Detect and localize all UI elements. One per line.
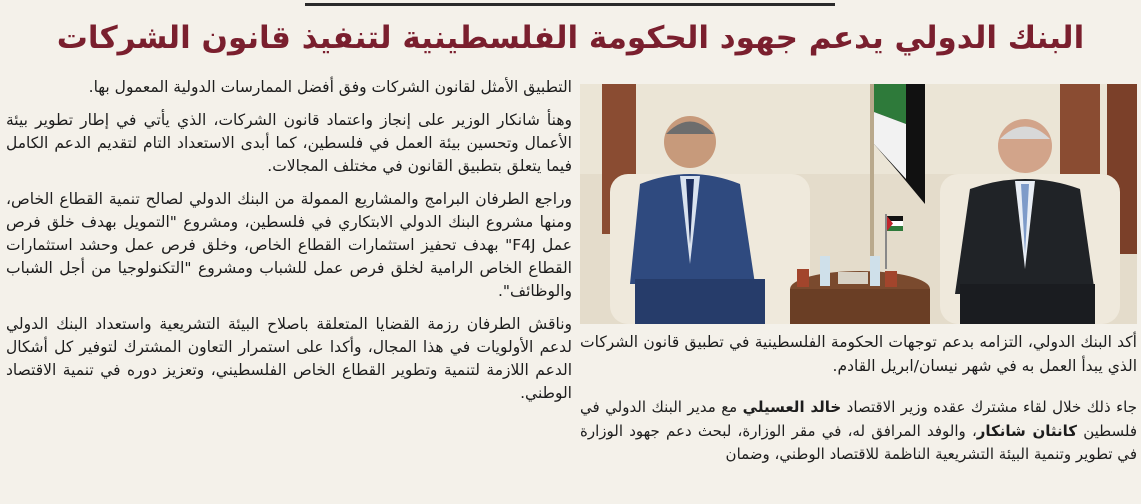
right-body-text-2: مع مدير البنك الدولي في فلسطين: [580, 398, 1137, 440]
meeting-photo: [580, 84, 1137, 324]
right-body-text-1: جاء ذلك خلال لقاء مشترك عقده وزير الاقتصاد: [841, 398, 1137, 416]
left-paragraph-3: وراجع الطرفان البرامج والمشاريع الممولة من البنك الدولي لصالح تنمية القطاع الخاص، ومنها مشروع البنك الدولي الابتكاري في فلسطين، ومشروع "التمويل بهدف خلق فرص عمل F4J" بهدف تحفيز استثمارات القطاع الخاص، وخلق فرص عمل وحشد استثمارات القطاع الخاص الرامية لخلق فرص عمل للشباب ومشروع "التكنولوجيا من أجل الشباب والوظائف".: [6, 190, 572, 300]
right-body-text-3: ، والوفد المرافق له، في مقر الوزارة، لبحث دعم جهود الوزارة في تطوير وتنمية البيئة التشريعية الناظمة للاقتصاد الوطني، وضمان: [580, 421, 1137, 463]
left-paragraph-2: وهنأ شانكار الوزير على إنجاز واعتماد قانون الشركات، الذي يأتي في إطار تطوير بيئة الأعمال وتحسين بيئة العمل في فلسطين، كما أبدى الاستعداد التام لتقديم الدعم الكامل فيما يتعلق بتطبيق القانون في مختلف المجالات.: [6, 111, 572, 175]
meeting-photo-illustration: [580, 84, 1137, 324]
minister-name: خالد العسيلي: [742, 398, 842, 416]
headline: البنك الدولي يدعم جهود الحكومة الفلسطينية لتنفيذ قانون الشركات: [56, 20, 1085, 56]
top-rule: [305, 3, 835, 6]
right-column-body: [580, 396, 1137, 500]
left-column: [6, 76, 572, 496]
left-paragraph-1: التطبيق الأمثل لقانون الشركات وفق أفضل الممارسات الدولية المعمول بها.: [88, 78, 572, 96]
director-name: كانثان شانكار: [976, 421, 1078, 440]
left-paragraph-4: وناقش الطرفان رزمة القضايا المتعلقة باصلاح البيئة التشريعية واستعداد البنك الدولي لدعم الأولويات في هذا المجال، وأكدا على استمرار التعاون المشترك لتوفير كل أشكال الدعم اللازمة لتنمية وتطوير القطاع الخاص الفلسطيني، وتعزيز دوره في تنمية الاقتصاد الوطني.: [6, 315, 572, 402]
photo-caption: أكد البنك الدولي، التزامه بدعم توجهات الحكومة الفلسطينية في تطبيق قانون الشركات الذي يبدأ العمل به في شهر نيسان/ابريل القادم.: [580, 333, 1137, 375]
